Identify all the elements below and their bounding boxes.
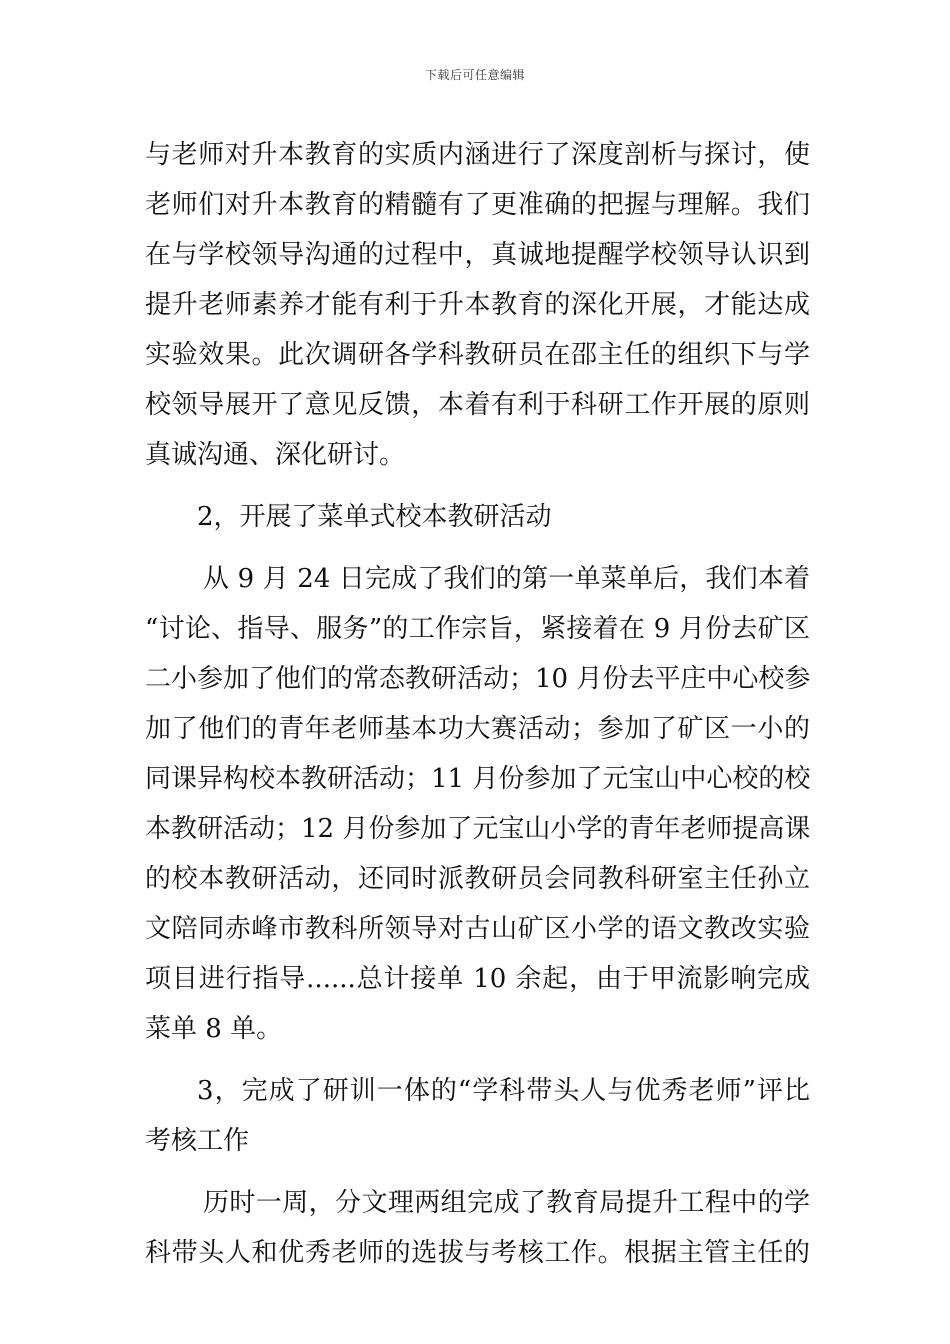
text-line: 校领导展开了意见反馈，本着有利于科研工作开展的原则	[145, 390, 810, 420]
page-header-note: 下载后可任意编辑	[424, 68, 525, 82]
text-line: 历时一周，分文理两组完成了教育局提升工程中的学	[203, 1188, 810, 1218]
text-line: 在与学校领导沟通的过程中，真诚地提醒学校领导认识到	[145, 240, 810, 270]
text-line: 文陪同赤峰市教科所领导对古山矿区小学的语文教改实验	[145, 914, 810, 944]
text-line: 加了他们的青年老师基本功大赛活动；参加了矿区一小的	[145, 714, 810, 744]
document-body	[145, 130, 810, 1278]
paragraph-1	[145, 130, 810, 480]
text-line: 从 9 月 24 日完成了我们的第一单菜单后，我们本着	[203, 564, 810, 594]
text-line: 项目进行指导......总计接单 10 余起，由于甲流影响完成	[145, 964, 810, 994]
text-line: 提升老师素养才能有利于升本教育的深化开展，才能达成	[145, 290, 810, 320]
heading-line: 3，完成了研训一体的“学科带头人与优秀老师”评比	[197, 1076, 810, 1106]
text-line: 菜单 8 单。	[145, 1014, 283, 1044]
text-line: 本教研活动；12 月份参加了元宝山小学的青年老师提高课	[145, 814, 810, 844]
text-line: 科带头人和优秀老师的选拔与考核工作。根据主管主任的	[145, 1238, 810, 1268]
heading-line: 2，开展了菜单式校本教研活动	[197, 502, 552, 532]
text-line: 二小参加了他们的常态教研活动；10 月份去平庄中心校参	[145, 664, 810, 694]
text-line: “讨论、指导、服务”的工作宗旨，紧接着在 9 月份去矿区	[145, 614, 810, 644]
text-line: 实验效果。此次调研各学科教研员在邵主任的组织下与学	[145, 340, 810, 370]
text-line: 同课异构校本教研活动；11 月份参加了元宝山中心校的校	[145, 764, 810, 794]
text-line: 与老师对升本教育的实质内涵进行了深度剖析与探讨，使	[145, 140, 810, 170]
paragraph-3	[145, 554, 810, 1054]
section-heading-3	[145, 1066, 810, 1166]
heading-line: 考核工作	[145, 1126, 250, 1156]
text-line: 老师们对升本教育的精髓有了更准确的把握与理解。我们	[145, 190, 810, 220]
text-line: 真诚沟通、深化研讨。	[145, 440, 406, 470]
text-line: 的校本教研活动，还同时派教研员会同教科研室主任孙立	[145, 864, 810, 894]
section-heading-2	[145, 492, 810, 542]
paragraph-5	[145, 1178, 810, 1278]
